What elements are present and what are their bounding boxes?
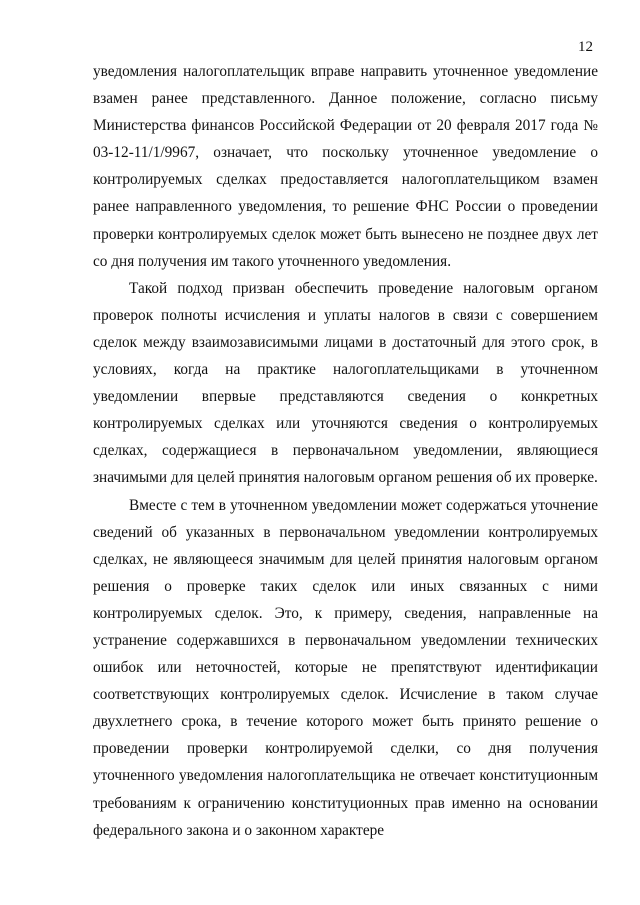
- paragraph-approach: Такой подход призван обеспечить проведение налоговым органом проверок полноты исчисления и уплаты налогов в связи с совершением сделок между взаимозависимыми лицами в достаточный для этого срок, в условиях, когда на практике налогоплательщиками в уточненном уведомлении впервые представляются сведения о конкретных контролируемых сделках или уточняются сведения о контролируемых сделках, содержащиеся в первоначальном уведомлении, являющиеся значимыми для целей принятия налоговым органом решения об их проверке.: [93, 279, 598, 487]
- page-number: 12: [578, 39, 593, 55]
- paragraph-continuation: уведомления налогоплательщик вправе направить уточненное уведомление взамен ранее представленного. Данное положение, согласно письму Министерства финансов Российской Федерации от 20 февраля 2017 года № 03-12-11/1/9967, означает, что поскольку уточненное уведомление о контролируемых сделках предоставляется налогоплательщиком взамен ранее направленного уведомления, то решение ФНС России о проведении проверки контролируемых сделок может быть вынесено не позднее двух лет со дня получения им такого уточненного уведомления.: [93, 63, 598, 270]
- body-text: [93, 58, 598, 844]
- paragraph-however: Вместе с тем в уточненном уведомлении может содержаться уточнение сведений об указанных в первоначальном уведомлении контролируемых сделках, не являющееся значимым для целей принятия налоговым органом решения о проверке таких сделок или иных связанных с ними контролируемых сделок. Это, к примеру, сведения, направленные на устранение содержавшихся в первоначальном уведомлении технических ошибок или неточностей, которые не препятствуют идентификации соответствующих контролируемых сделок. Исчисление в таком случае двухлетнего срока, в течение которого может быть принято решение о проведении проверки контролируемой сделки, со дня получения уточненного уведомления налогоплательщика не отвечает конституционным требованиям к ограничению конституционных прав именно на основании федерального закона и о законном характере: [93, 496, 598, 839]
